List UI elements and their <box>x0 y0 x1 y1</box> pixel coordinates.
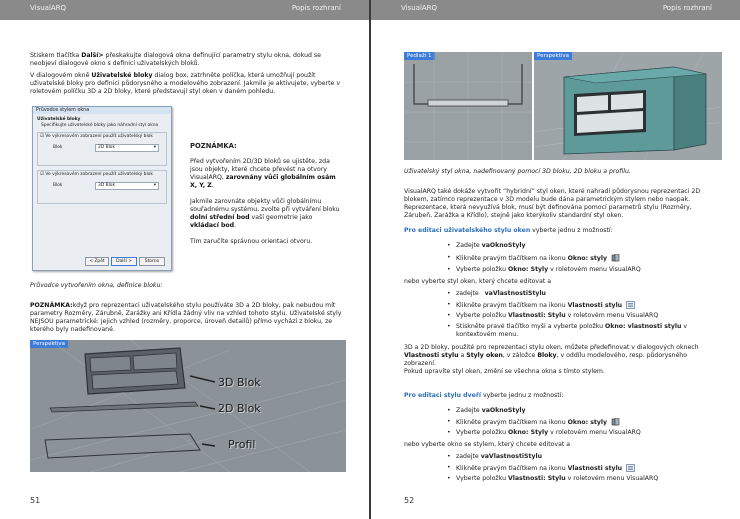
wall-window-illustration <box>534 52 722 160</box>
viewport-label: Perspektiva <box>30 340 68 348</box>
dialog-caption: Průvodce vytvořením okna, definice bloku: <box>30 282 163 289</box>
window-style-dialog <box>32 106 172 271</box>
figure-caption: Uživatelský styl okna, nadefinovaný pomocí 3D bloku, 2D bloku a profilu. <box>404 168 631 175</box>
blocks-note-paragraph: 3D a 2D bloky, použité pro reprezentaci stylu oken, můžete předefinovat v dialogových oknech Vlastnosti stylu a Styly oken, v záložce Bloky, v oddílu modelového, resp. půdorysného zobrazení. Pokud upravíte styl oken, změní se všechna okna s tímto stylem. <box>404 344 699 375</box>
perspective-viewport[interactable] <box>534 52 722 160</box>
header-section: Popis rozhraní <box>291 4 341 12</box>
block-illustration <box>30 340 346 472</box>
plan-illustration <box>404 52 532 160</box>
style-properties-icon[interactable] <box>626 464 635 472</box>
label-3d-block: 3D Blok <box>218 376 261 389</box>
model-checkbox[interactable]: ☑ Ve výkresovém zobrazení použít uživatelský blok <box>40 172 153 177</box>
note-paragraph-3: Tím zaručíte správnou orientaci otvoru. <box>190 238 313 245</box>
hybrid-paragraph: VisualARQ také dokáže vytvořit “hybridní” styl oken, které nahradí půdorysnou reprezentaci 2D blokem, zatímco reprezentace v 3D modelu bude dána parametrickým stylem nebo naopak. Reprezentace, která nevyužívá blok, musí být definována pomocí parametrů stylu (Rozměry, Zárubeň, Zarážka a Křídlo), stejně jako kterýkoliv standardní styl oken. <box>404 188 701 219</box>
plan-block-label: Blok <box>53 145 63 150</box>
intro-paragraph: Stiskem tlačítka Další> přeskakujte dialogová okna definující parametry stylu okna, dokud se neobjeví dialogové okno s definicí uživatelských bloků. <box>30 52 321 67</box>
intro2-paragraph: V dialogovém okně Uživatelské bloky dialog box, zatrhněte políčka, která umožňují použít uživatelské bloky pro definici půdorysného a modelového zobrazení. Jakmile je aktivujete, vyberte v roletovém políčku 3D a 2D bloky, které představují styl oken v daném pohledu. <box>30 72 340 95</box>
header-app: VisualARQ <box>401 4 438 12</box>
header-app: VisualARQ <box>30 4 67 12</box>
label-2d-block: 2D Blok <box>218 402 261 415</box>
viewport-label: Perspektiva <box>534 52 572 60</box>
list-item: • Vyberte položku Okno: Styly v roletovém menu VisualARQ <box>456 429 641 437</box>
plan-viewport[interactable] <box>404 52 532 160</box>
perspective-viewport[interactable] <box>30 340 346 472</box>
window-edit-heading: Pro editaci uživatelského stylu oken vyberte jednu z možností: <box>404 227 613 234</box>
note-paragraph-2: Jakmile zarovnáte objekty vůči globálnímu souřadnému systému, zvolte při vytváření bloku dolní střední bod vaší geometrie jako vkládací bod. <box>190 198 340 229</box>
chevron-down-icon: ▾ <box>153 145 156 150</box>
list-item: • Zadejte vaOknoStyly <box>456 407 526 415</box>
list-item: • Vyberte položku Vlastnosti: Stylu v roletovém menu VisualARQ <box>456 475 658 483</box>
model-block-label: Blok <box>53 183 63 188</box>
page-header <box>371 0 740 20</box>
header-section: Popis rozhraní <box>662 4 712 12</box>
back-button[interactable]: < Zpět <box>85 257 109 266</box>
label-profile: Profil <box>228 438 256 451</box>
right-page <box>371 0 740 519</box>
style-properties-icon[interactable] <box>626 301 635 309</box>
list-item: • Klikněte pravým tlačítkem na ikonu Okno: styly <box>456 254 620 263</box>
list-item: • Klikněte pravým tlačítkem na ikonu Vlastnosti stylu <box>456 464 635 473</box>
door-edit-heading: Pro editaci stylu dveří vyberte jednu z možností: <box>404 392 564 399</box>
window-styles-icon[interactable] <box>611 254 620 262</box>
list-item: • Vyberte položku Vlastnosti: Stylu v roletovém menu VisualARQ <box>456 312 658 320</box>
cancel-button[interactable]: Storno <box>139 257 165 266</box>
list-item: • zadejte vaVlastnostiStylu <box>456 290 546 298</box>
list-item: • zadejte vaVlastnostiStylu <box>456 453 542 461</box>
note-title: POZNÁMKA: <box>190 142 237 150</box>
page-number: 52 <box>404 496 415 505</box>
or-paragraph: nebo vyberte styl oken, který chcete editovat a <box>404 278 552 285</box>
window-styles-icon[interactable] <box>611 418 620 426</box>
dialog-title: Průvodce stylem okna <box>33 107 171 114</box>
dialog-group: Uživatelské bloky <box>37 117 81 122</box>
list-item: • Vyberte položku Okno: Styly v roletovém menu VisualARQ <box>456 266 641 274</box>
list-item: • Stiskněte pravé tlačítko myši a vyberte položku Okno: vlastnosti stylu v kontextovém menu. <box>456 323 706 339</box>
page-number: 51 <box>30 496 41 505</box>
list-item: • Klikněte pravým tlačítkem na ikonu Okno: styly <box>456 418 620 427</box>
or-paragraph: nebo vyberte okno se stylem, který chcete editovat a <box>404 441 571 448</box>
chevron-down-icon: ▾ <box>153 183 156 188</box>
dialog-subtitle: Specifikujte uživatelské bloky jako náhradní styl okna <box>41 123 159 128</box>
list-item: • Zadejte vaOknoStyly <box>456 242 526 250</box>
left-page <box>0 0 369 519</box>
plan-block-select[interactable]: 2D Blok ▾ <box>95 144 159 152</box>
note-paragraph-1: Před vytvořením 2D/3D bloků se ujistěte, zda jsou objekty, které chcete převést na otvory VisualARQ, zarovnány vůči globálním osám X, Y, Z. <box>190 158 336 189</box>
page-header <box>0 0 369 20</box>
plan-checkbox[interactable]: ☑ Ve výkresovém zobrazení použít uživatelský blok <box>40 134 153 139</box>
note2-paragraph: POZNÁMKA:když pro reprezentaci uživatelského stylu používáte 3D a 2D bloky, pak nebudou mít parametry Rozměry, Zárubně, Zarážky ani Křídla žádný vliv na vzhled tohoto stylu. Uživatelské styly NEJSOU parametrické: jejich vzhled (rozměry, proporce, úroveň detailů) přímo vychází z bloku, ze kterého byly nadefinované. <box>30 302 342 333</box>
list-item: • Klikněte pravým tlačítkem na ikonu Vlastnosti stylu <box>456 301 635 310</box>
next-button[interactable]: Další > <box>111 257 137 266</box>
viewport-label: Pedlaží 1 <box>404 52 435 60</box>
model-block-select[interactable]: 3D Blok ▾ <box>95 182 159 190</box>
